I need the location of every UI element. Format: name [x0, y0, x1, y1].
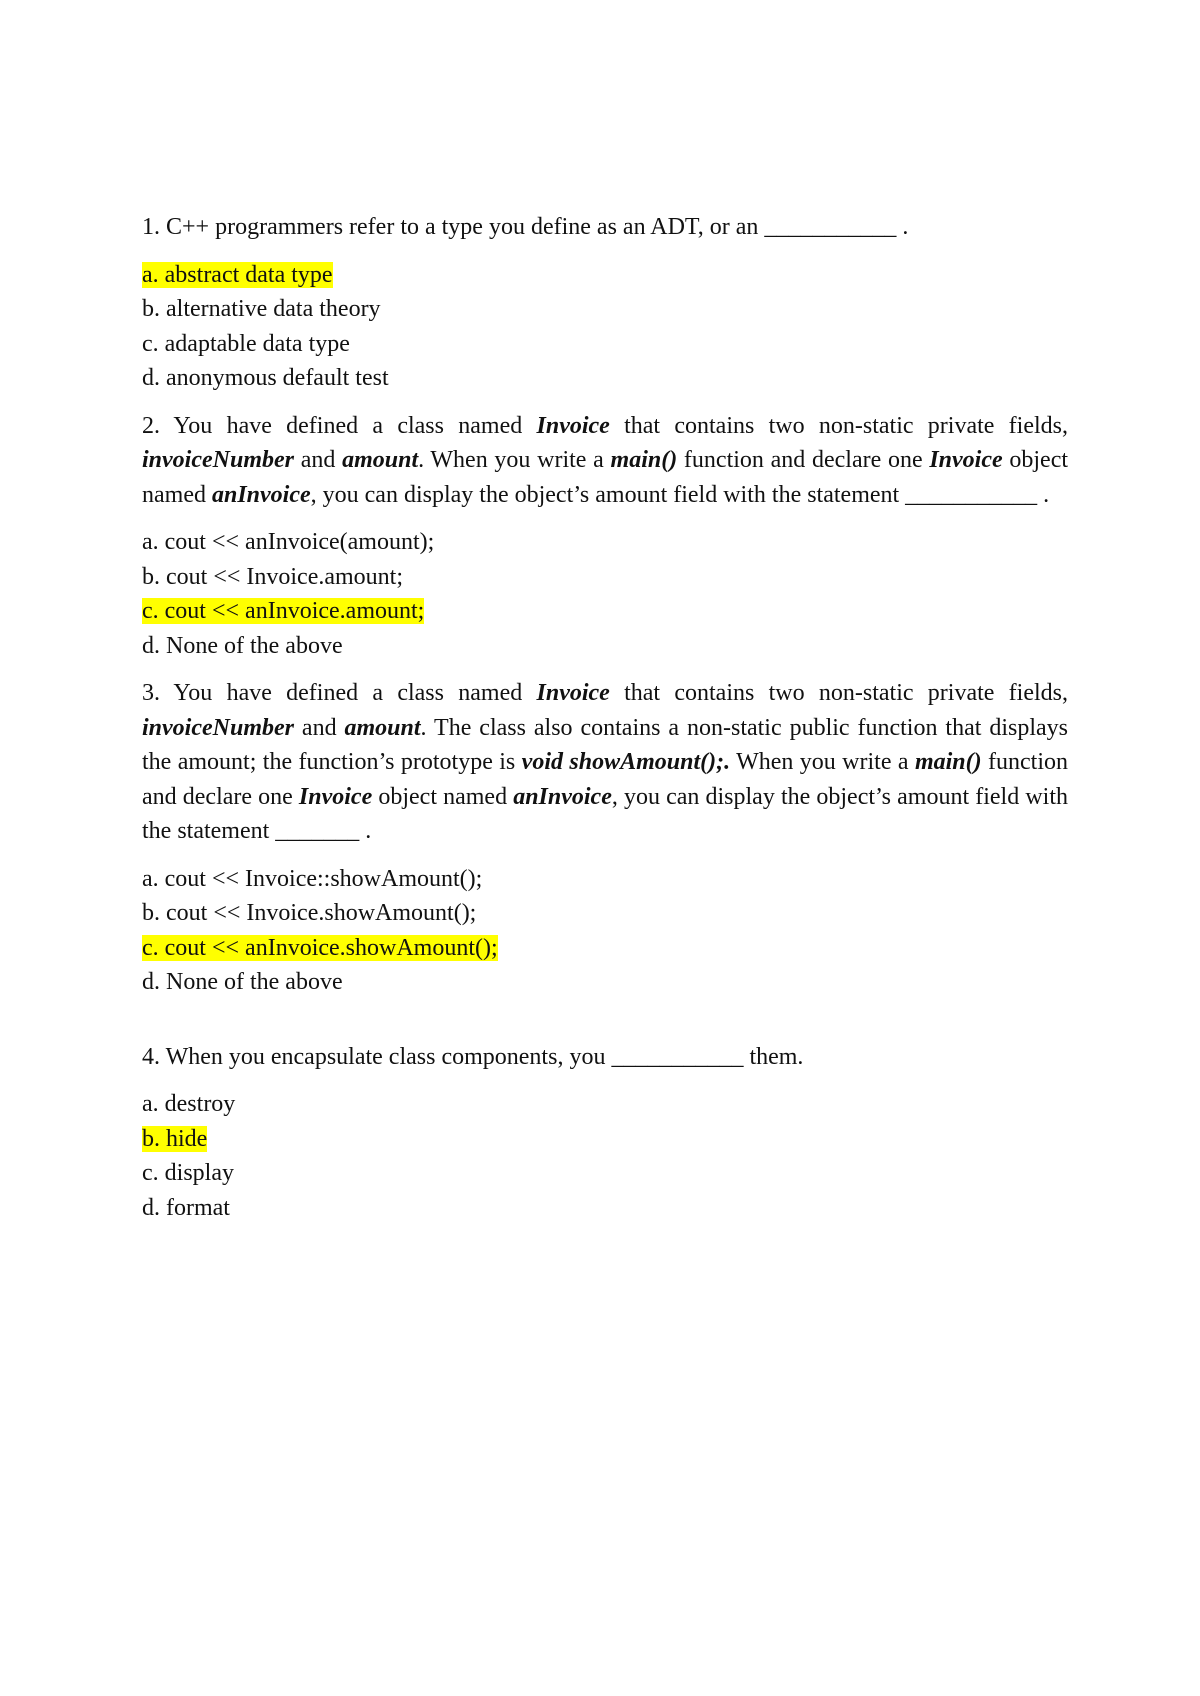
q2-option-b: [142, 560, 1068, 595]
q3-text-8: , you can display the object’s amount field with the statement _______ .: [142, 783, 1068, 844]
q3-option-b: [142, 896, 1068, 931]
q2-option-b-text: b. cout << Invoice.amount;: [142, 563, 404, 590]
q3-text-3: and: [293, 714, 345, 741]
q3-option-d: [142, 965, 1068, 1000]
q4-option-c: [142, 1156, 1068, 1191]
q1-option-d: [142, 361, 1068, 396]
q3-keyword-field-2: amount: [344, 714, 421, 741]
question-2-options: [142, 525, 1068, 663]
q3-option-c: [142, 931, 1068, 966]
q3-text-4: . The class also contains a non-static public function that displays the amount; the function’s prototype is: [142, 714, 1068, 775]
q2-keyword-field-1: invoiceNumber: [142, 447, 294, 473]
q2-option-a-text: a. cout << anInvoice(amount);: [142, 529, 435, 555]
q4-option-c-text: c. display: [142, 1160, 234, 1186]
q3-text-2: that contains two non-static private fields,: [609, 680, 1069, 706]
question-3-options: [142, 862, 1068, 1000]
q2-text-7: , you can display the object’s amount field with the statement ___________ .: [310, 481, 1050, 508]
q3-keyword-prototype: void showAmount();.: [521, 749, 731, 775]
q4-option-d: [142, 1191, 1068, 1226]
q1-option-b-text: b. alternative data theory: [142, 296, 381, 322]
q2-text-1: 2. You have defined a class named: [142, 412, 537, 439]
q3-text-1: 3. You have defined a class named: [142, 680, 537, 706]
question-1: 1. C++ programmers refer to a type you define as an ADT, or an ___________ .: [142, 214, 909, 240]
q2-option-a: [142, 525, 1068, 560]
q2-text-5: function and declare one: [677, 447, 930, 473]
q2-option-d: [142, 629, 1068, 664]
q3-keyword-object: anInvoice: [513, 783, 612, 810]
q2-text-3: and: [293, 447, 343, 473]
q2-keyword-object: anInvoice: [211, 481, 311, 508]
q3-option-c-text: c. cout << anInvoice.showAmount();: [142, 934, 498, 961]
q3-keyword-class: Invoice: [536, 680, 610, 706]
question-1-options: [142, 258, 1068, 396]
q3-text-6: function and declare one: [142, 749, 1069, 810]
question-4: 4. When you encapsulate class components, you ___________ them.: [142, 1043, 804, 1070]
q3-option-b-text: b. cout << Invoice.showAmount();: [142, 900, 477, 926]
q2-text-2: that contains two non-static private fields,: [609, 412, 1069, 439]
q1-option-c-text: c. adaptable data type: [142, 330, 350, 357]
q2-keyword-field-2: amount: [342, 447, 419, 473]
q3-keyword-main: main(): [914, 749, 982, 775]
q2-keyword-main: main(): [610, 447, 678, 473]
q4-option-b-text: b. hide: [142, 1125, 208, 1152]
q2-option-c: [142, 594, 1068, 629]
q1-option-d-text: d. anonymous default test: [142, 365, 389, 391]
q2-option-c-text: c. cout << anInvoice.amount;: [142, 598, 425, 624]
question-3: [142, 676, 1068, 849]
q2-text-4: . When you write a: [418, 447, 611, 473]
q3-text-7: object named: [372, 783, 514, 810]
q3-option-a: [142, 862, 1068, 897]
q1-option-a-text: a. abstract data type: [142, 261, 333, 288]
quiz-document: [142, 210, 1068, 1238]
question-4-options: [142, 1087, 1068, 1225]
q3-text-5: When you write a: [730, 749, 915, 775]
q4-option-d-text: d. format: [142, 1194, 230, 1221]
question-2: [142, 409, 1068, 513]
q1-option-a: [142, 258, 1068, 293]
q3-option-d-text: d. None of the above: [142, 969, 343, 995]
q2-text-6: object named: [142, 447, 1069, 508]
q3-keyword-class-2: Invoice: [298, 783, 373, 810]
q3-keyword-field-1: invoiceNumber: [142, 714, 294, 741]
q3-option-a-text: a. cout << Invoice::showAmount();: [142, 865, 483, 892]
q1-option-c: [142, 327, 1068, 362]
q4-option-b: [142, 1122, 1068, 1157]
q1-option-b: [142, 292, 1068, 327]
q2-keyword-class-2: Invoice: [929, 447, 1003, 473]
q4-option-a-text: a. destroy: [142, 1091, 236, 1117]
spacer: [142, 1013, 1068, 1040]
q2-option-d-text: d. None of the above: [142, 632, 343, 659]
q4-option-a: [142, 1087, 1068, 1122]
q2-keyword-class: Invoice: [536, 412, 610, 439]
